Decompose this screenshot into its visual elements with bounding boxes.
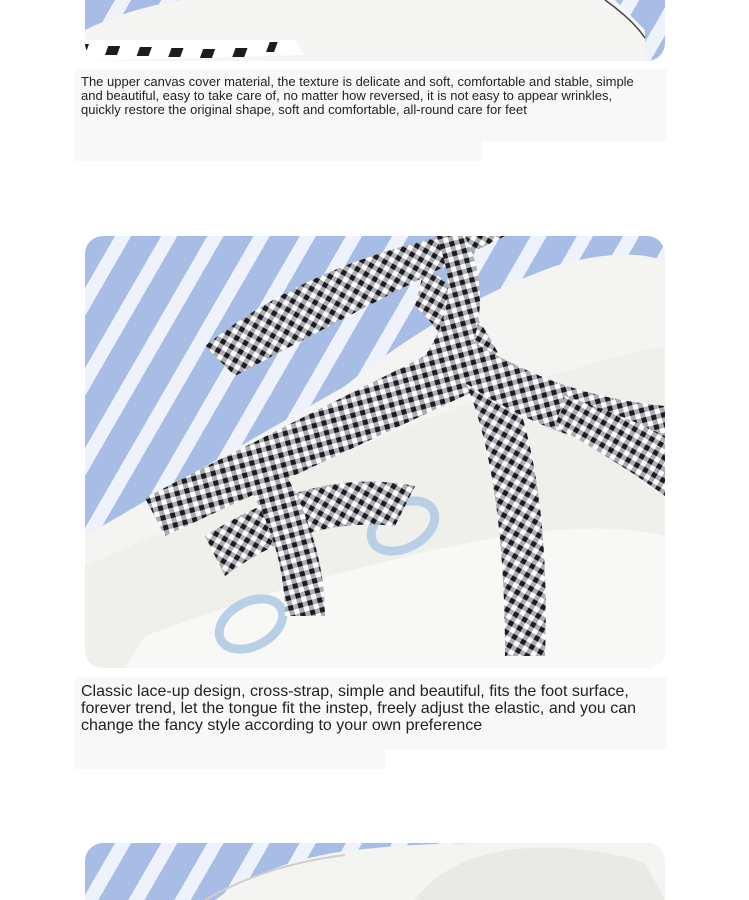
gingham-laces-photo xyxy=(85,236,665,668)
caption-panel-canvas-material xyxy=(75,69,667,141)
caption-lace-up-design: Classic lace-up design, cross-strap, simple and beautiful, fits the foot surface, forever trend, let the tongue fit the instep, freely adjust the elastic, and you can change the fancy style according to your own preference xyxy=(81,683,636,734)
sneaker-toe-photo xyxy=(85,843,665,900)
caption-panel-lace-up-design xyxy=(75,677,667,749)
sneaker-toe-illustration xyxy=(85,843,665,900)
sneaker-sole-illustration xyxy=(85,0,665,61)
caption-canvas-material: The upper canvas cover material, the texture is delicate and soft, comfortable and stable, simple and beautiful, easy to take care of, no matter how reversed, it is not easy to appear wrinkles, quickly restore the original shape, soft and comfortable, all-round care for feet xyxy=(81,74,634,117)
gingham-laces-illustration xyxy=(85,236,665,668)
caption-panel-tail xyxy=(75,141,482,161)
caption-panel-tail xyxy=(75,749,385,769)
sneaker-sole-photo xyxy=(85,0,665,61)
